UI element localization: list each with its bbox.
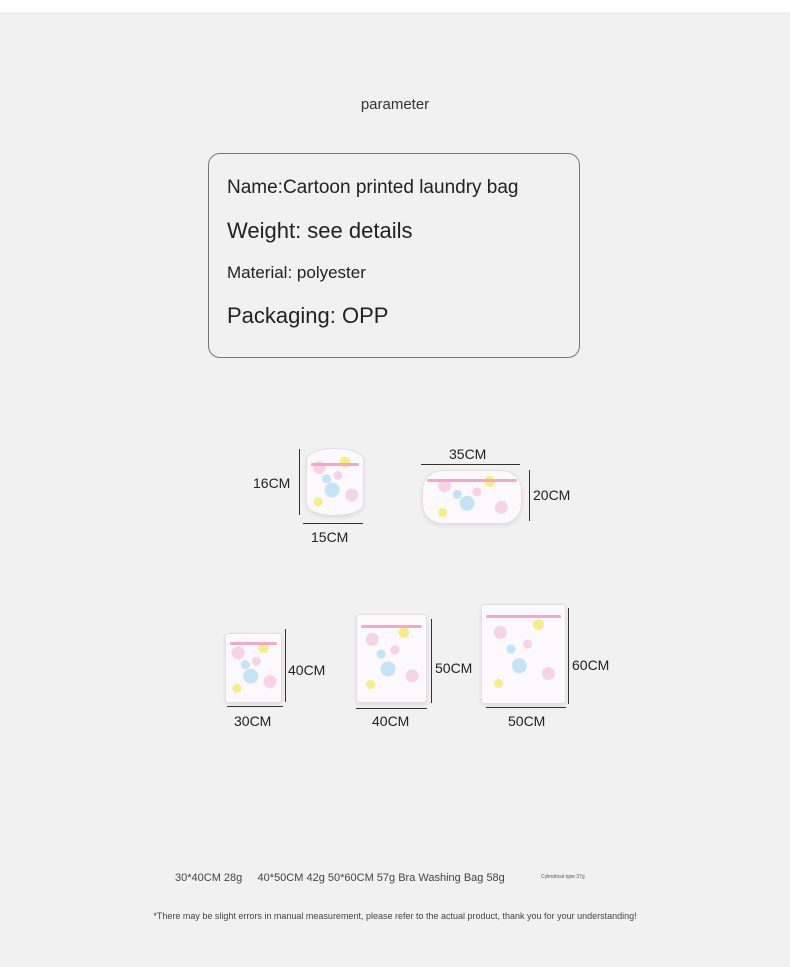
weight-list: 30*40CM 28g 40*50CM 42g 50*60CM 57g Bra Washing Bag 58g bbox=[175, 872, 505, 884]
bag-30x40-width-line bbox=[227, 706, 283, 707]
bag-40x50-width-label: 40CM bbox=[372, 713, 410, 729]
cylinder-bag-image bbox=[306, 448, 364, 516]
product-name: Name:Cartoon printed laundry bag bbox=[227, 177, 519, 198]
cylinder-width-label: 15CM bbox=[311, 529, 349, 545]
product-packaging: Packaging: OPP bbox=[227, 303, 389, 328]
bag-30x40-height-line bbox=[285, 629, 286, 702]
product-material: Material: polyester bbox=[227, 263, 366, 282]
parameter-box bbox=[208, 153, 580, 358]
bag-40x50-image bbox=[356, 614, 427, 703]
bag-50x60-width-label: 50CM bbox=[508, 713, 546, 729]
bra-bag-width-line bbox=[421, 464, 520, 465]
measurement-note: *There may be slight errors in manual measurement, please refer to the actual product, thank you for your understanding! bbox=[153, 911, 637, 921]
bra-bag-image bbox=[422, 470, 522, 524]
cylinder-weight: Cylindrical type 37g bbox=[541, 874, 585, 880]
bag-40x50-height-line bbox=[431, 619, 432, 703]
page-title: parameter bbox=[360, 96, 430, 113]
bra-bag-height-label: 20CM bbox=[533, 487, 571, 503]
bag-40x50-height-label: 50CM bbox=[435, 660, 473, 676]
cylinder-height-label: 16CM bbox=[253, 475, 291, 491]
bag-50x60-image bbox=[481, 604, 566, 704]
cylinder-height-line bbox=[299, 449, 300, 515]
bag-30x40-image bbox=[225, 633, 282, 703]
bag-40x50-width-line bbox=[356, 708, 427, 709]
bra-bag-height-line bbox=[529, 470, 530, 521]
bag-50x60-height-label: 60CM bbox=[572, 657, 610, 673]
product-weight: Weight: see details bbox=[227, 218, 413, 243]
bag-30x40-width-label: 30CM bbox=[234, 713, 272, 729]
bra-bag-width-label: 35CM bbox=[449, 446, 487, 462]
bag-50x60-width-line bbox=[486, 707, 566, 708]
bag-50x60-height-line bbox=[568, 608, 569, 704]
bag-30x40-height-label: 40CM bbox=[288, 662, 326, 678]
cylinder-width-line bbox=[303, 523, 363, 524]
